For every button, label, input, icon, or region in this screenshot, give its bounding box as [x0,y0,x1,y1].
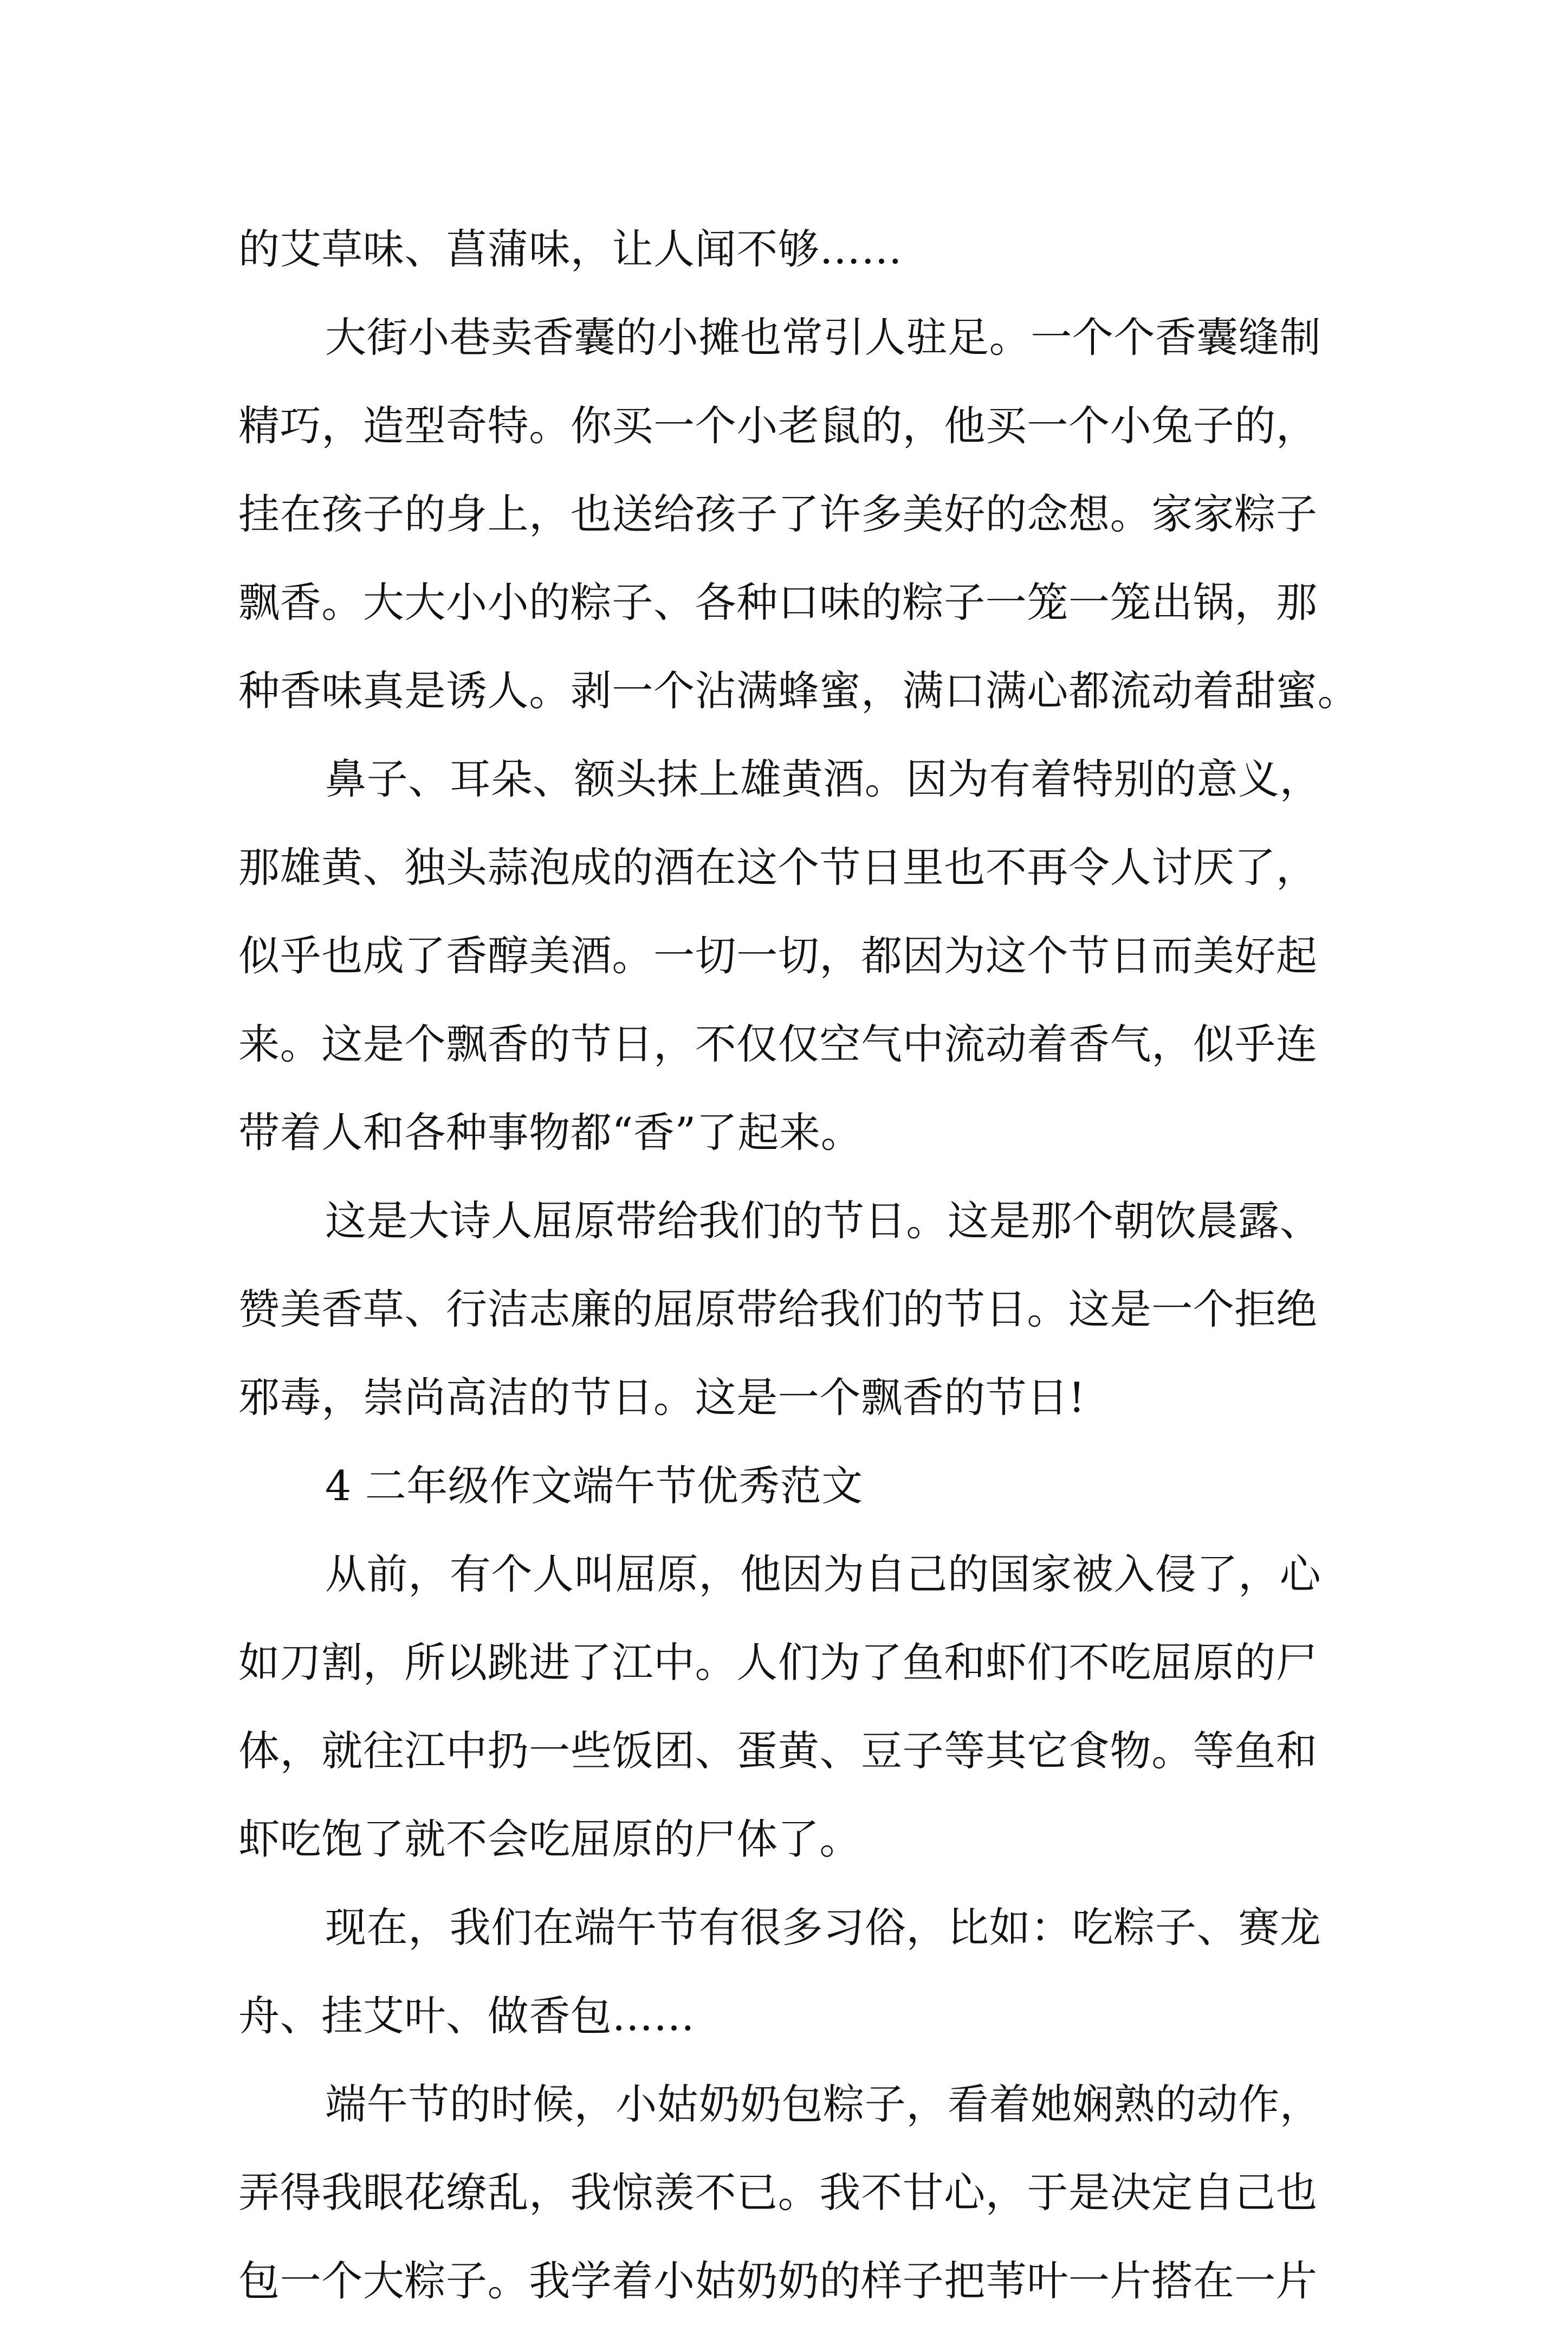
text-line-9: 似乎也成了香醇美酒。一切一切，都因为这个节日而美好起 [238,932,1318,980]
text-line-6: 种香味真是诱人。剥一个沾满蜂蜜，满口满心都流动着甜蜜。 [238,667,1359,715]
section-heading: 4 二年级作文端午节优秀范文 [325,1462,863,1510]
text-line-20: 现在，我们在端午节有很多习俗，比如：吃粽子、赛龙 [325,1903,1321,1952]
text-line-12: 这是大诗人屈原带给我们的节日。这是那个朝饮晨露、 [325,1197,1321,1245]
text-line-7: 鼻子、耳朵、额头抹上雄黄酒。因为有着特别的意义， [325,755,1321,803]
text-line-3: 精巧，造型奇特。你买一个小老鼠的，他买一个小兔子的， [238,402,1318,450]
text-line-19: 虾吃饱了就不会吃屈原的尸体了。 [238,1815,861,1863]
text-line-22: 端午节的时候，小姑奶奶包粽子，看着她娴熟的动作， [325,2080,1321,2128]
text-line-23: 弄得我眼花缭乱，我惊羡不已。我不甘心，于是决定自己也 [238,2168,1318,2217]
text-line-13: 赞美香草、行洁志廉的屈原带给我们的节日。这是一个拒绝 [238,1285,1318,1333]
text-line-5: 飘香。大大小小的粽子、各种口味的粽子一笼一笼出锅，那 [238,578,1318,627]
text-line-17: 如刀割，所以跳进了江中。人们为了鱼和虾们不吃屈原的尸 [238,1638,1318,1687]
text-line-21: 舟、挂艾叶、做香包…… [238,1992,695,2040]
text-line-4: 挂在孩子的身上，也送给孩子了许多美好的念想。家家粽子 [238,490,1318,538]
text-line-2: 大街小巷卖香囊的小摊也常引人驻足。一个个香囊缝制 [325,313,1321,361]
document-body [238,205,1359,2325]
text-line-8: 那雄黄、独头蒜泡成的酒在这个节日里也不再令人讨厌了， [238,843,1318,892]
text-line-10: 来。这是个飘香的节日，不仅仅空气中流动着香气，似乎连 [238,1020,1318,1068]
text-line-18: 体，就往江中扔一些饭团、蛋黄、豆子等其它食物。等鱼和 [238,1727,1318,1775]
text-line-16: 从前，有个人叫屈原，他因为自己的国家被入侵了，心 [325,1550,1321,1598]
text-line-24: 包一个大粽子。我学着小姑奶奶的样子把苇叶一片搭在一片 [238,2257,1318,2305]
text-line-1: 的艾草味、菖蒲味，让人闻不够…… [238,225,903,273]
text-line-11: 带着人和各种事物都“香”了起来。 [238,1108,863,1157]
text-line-14: 邪毒，崇尚高洁的节日。这是一个飘香的节日! [238,1373,1086,1422]
